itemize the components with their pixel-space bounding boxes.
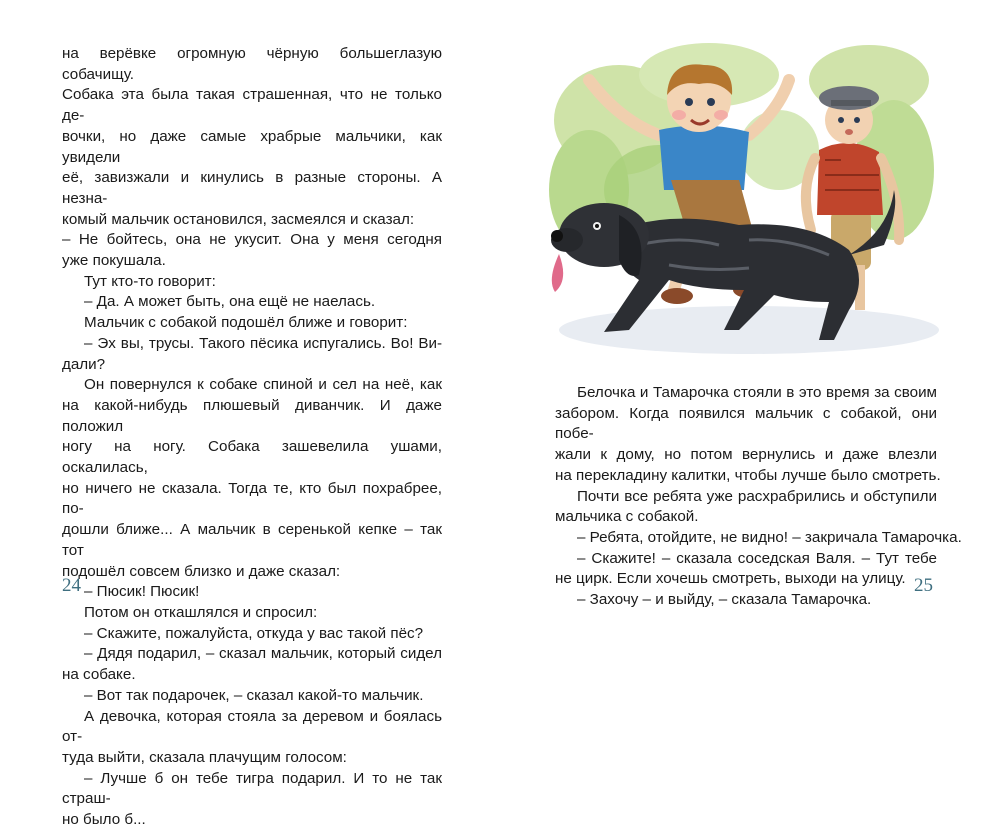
right-page-text [555,383,962,611]
text-line: – Захочу – и выйду, – сказала Тамарочка. [577,591,872,609]
text-line: мальчика с собакой. [555,508,699,526]
text-line: туда выйти, сказала плачущим голосом: [62,748,347,766]
text-line: но было б... [62,811,146,829]
text-line: Мальчик с собакой подошёл ближе и говорит: [84,314,408,332]
text-line: на перекладину калитки, чтобы лучше было смотреть. [555,466,941,484]
text-line: на какой-нибудь плюшевый диванчик. И даже положил [62,396,442,435]
text-line: жали к дому, но потом вернулись и даже влезли [555,446,937,464]
dog-and-boys-illustration [549,40,941,360]
text-line: на собаке. [62,666,136,684]
text-line: но ничего не сказала. Тогда те, кто был похрабрее, по- [62,479,442,518]
text-line: Почти все ребята уже расхрабрились и обступили [577,487,937,505]
text-line: – Ребята, отойдите, не видно! – закричала Тамарочка. [577,528,962,546]
text-line: не цирк. Если хочешь смотреть, выходи на улицу. [555,570,906,588]
text-line: – Не бойтесь, она не укусит. Она у меня сегодня [62,231,442,249]
text-line: Белочка и Тамарочка стояли в это время за своим [577,384,937,401]
text-line: комый мальчик остановился, засмеялся и сказал: [62,210,415,228]
text-line: – Скажите! – сказала соседская Валя. – Тут тебе [577,549,937,567]
text-line: дали? [62,355,106,373]
text-line: Потом он откашлялся и спросил: [84,603,318,621]
text-line: ногу на ногу. Собака зашевелила ушами, оскалилась, [62,438,442,477]
left-page [0,0,500,829]
text-line: – Вот так подарочек, – сказал какой-то мальчик. [84,686,424,704]
text-line: Тут кто-то говорит: [84,272,216,290]
left-page-text [62,44,442,831]
text-line: – Лучше б он тебе тигра подарил. И то не так страш- [62,769,442,808]
text-line: дошли ближе... А мальчик в серенькой кепке – так тот [62,521,442,559]
text-line: уже покушала. [62,252,166,270]
text-line: подошёл совсем близко и даже сказал: [62,562,341,580]
text-line: забором. Когда появился мальчик с собакой, они побе- [555,404,937,443]
text-line: вочки, но даже самые храбрые мальчики, как увидели [62,127,442,166]
text-line: А девочка, которая стояла за деревом и боялась от- [62,707,442,746]
text-line: – Эх вы, трусы. Такого пёсика испугались. Во! Ви- [84,334,442,352]
text-line: – Пюсик! Пюсик! [84,583,200,601]
page-number-right: 25 [914,575,933,596]
text-line: – Да. А может быть, она ещё не наелась. [84,293,376,311]
text-line: Он повернулся к собаке спиной и сел на неё, как [84,376,442,394]
text-line: Собака эта была такая страшенная, что не только де- [62,86,442,125]
text-line: её, завизжали и кинулись в разные стороны. А незна- [62,169,442,207]
page-number-left: 24 [62,575,81,596]
text-line: – Дядя подарил, – сказал мальчик, который сидел [84,645,442,663]
text-line: на верёвке огромную чёрную большеглазую собачищу. [62,45,442,83]
text-line: – Скажите, пожалуйста, откуда у вас такой пёс? [84,624,424,642]
